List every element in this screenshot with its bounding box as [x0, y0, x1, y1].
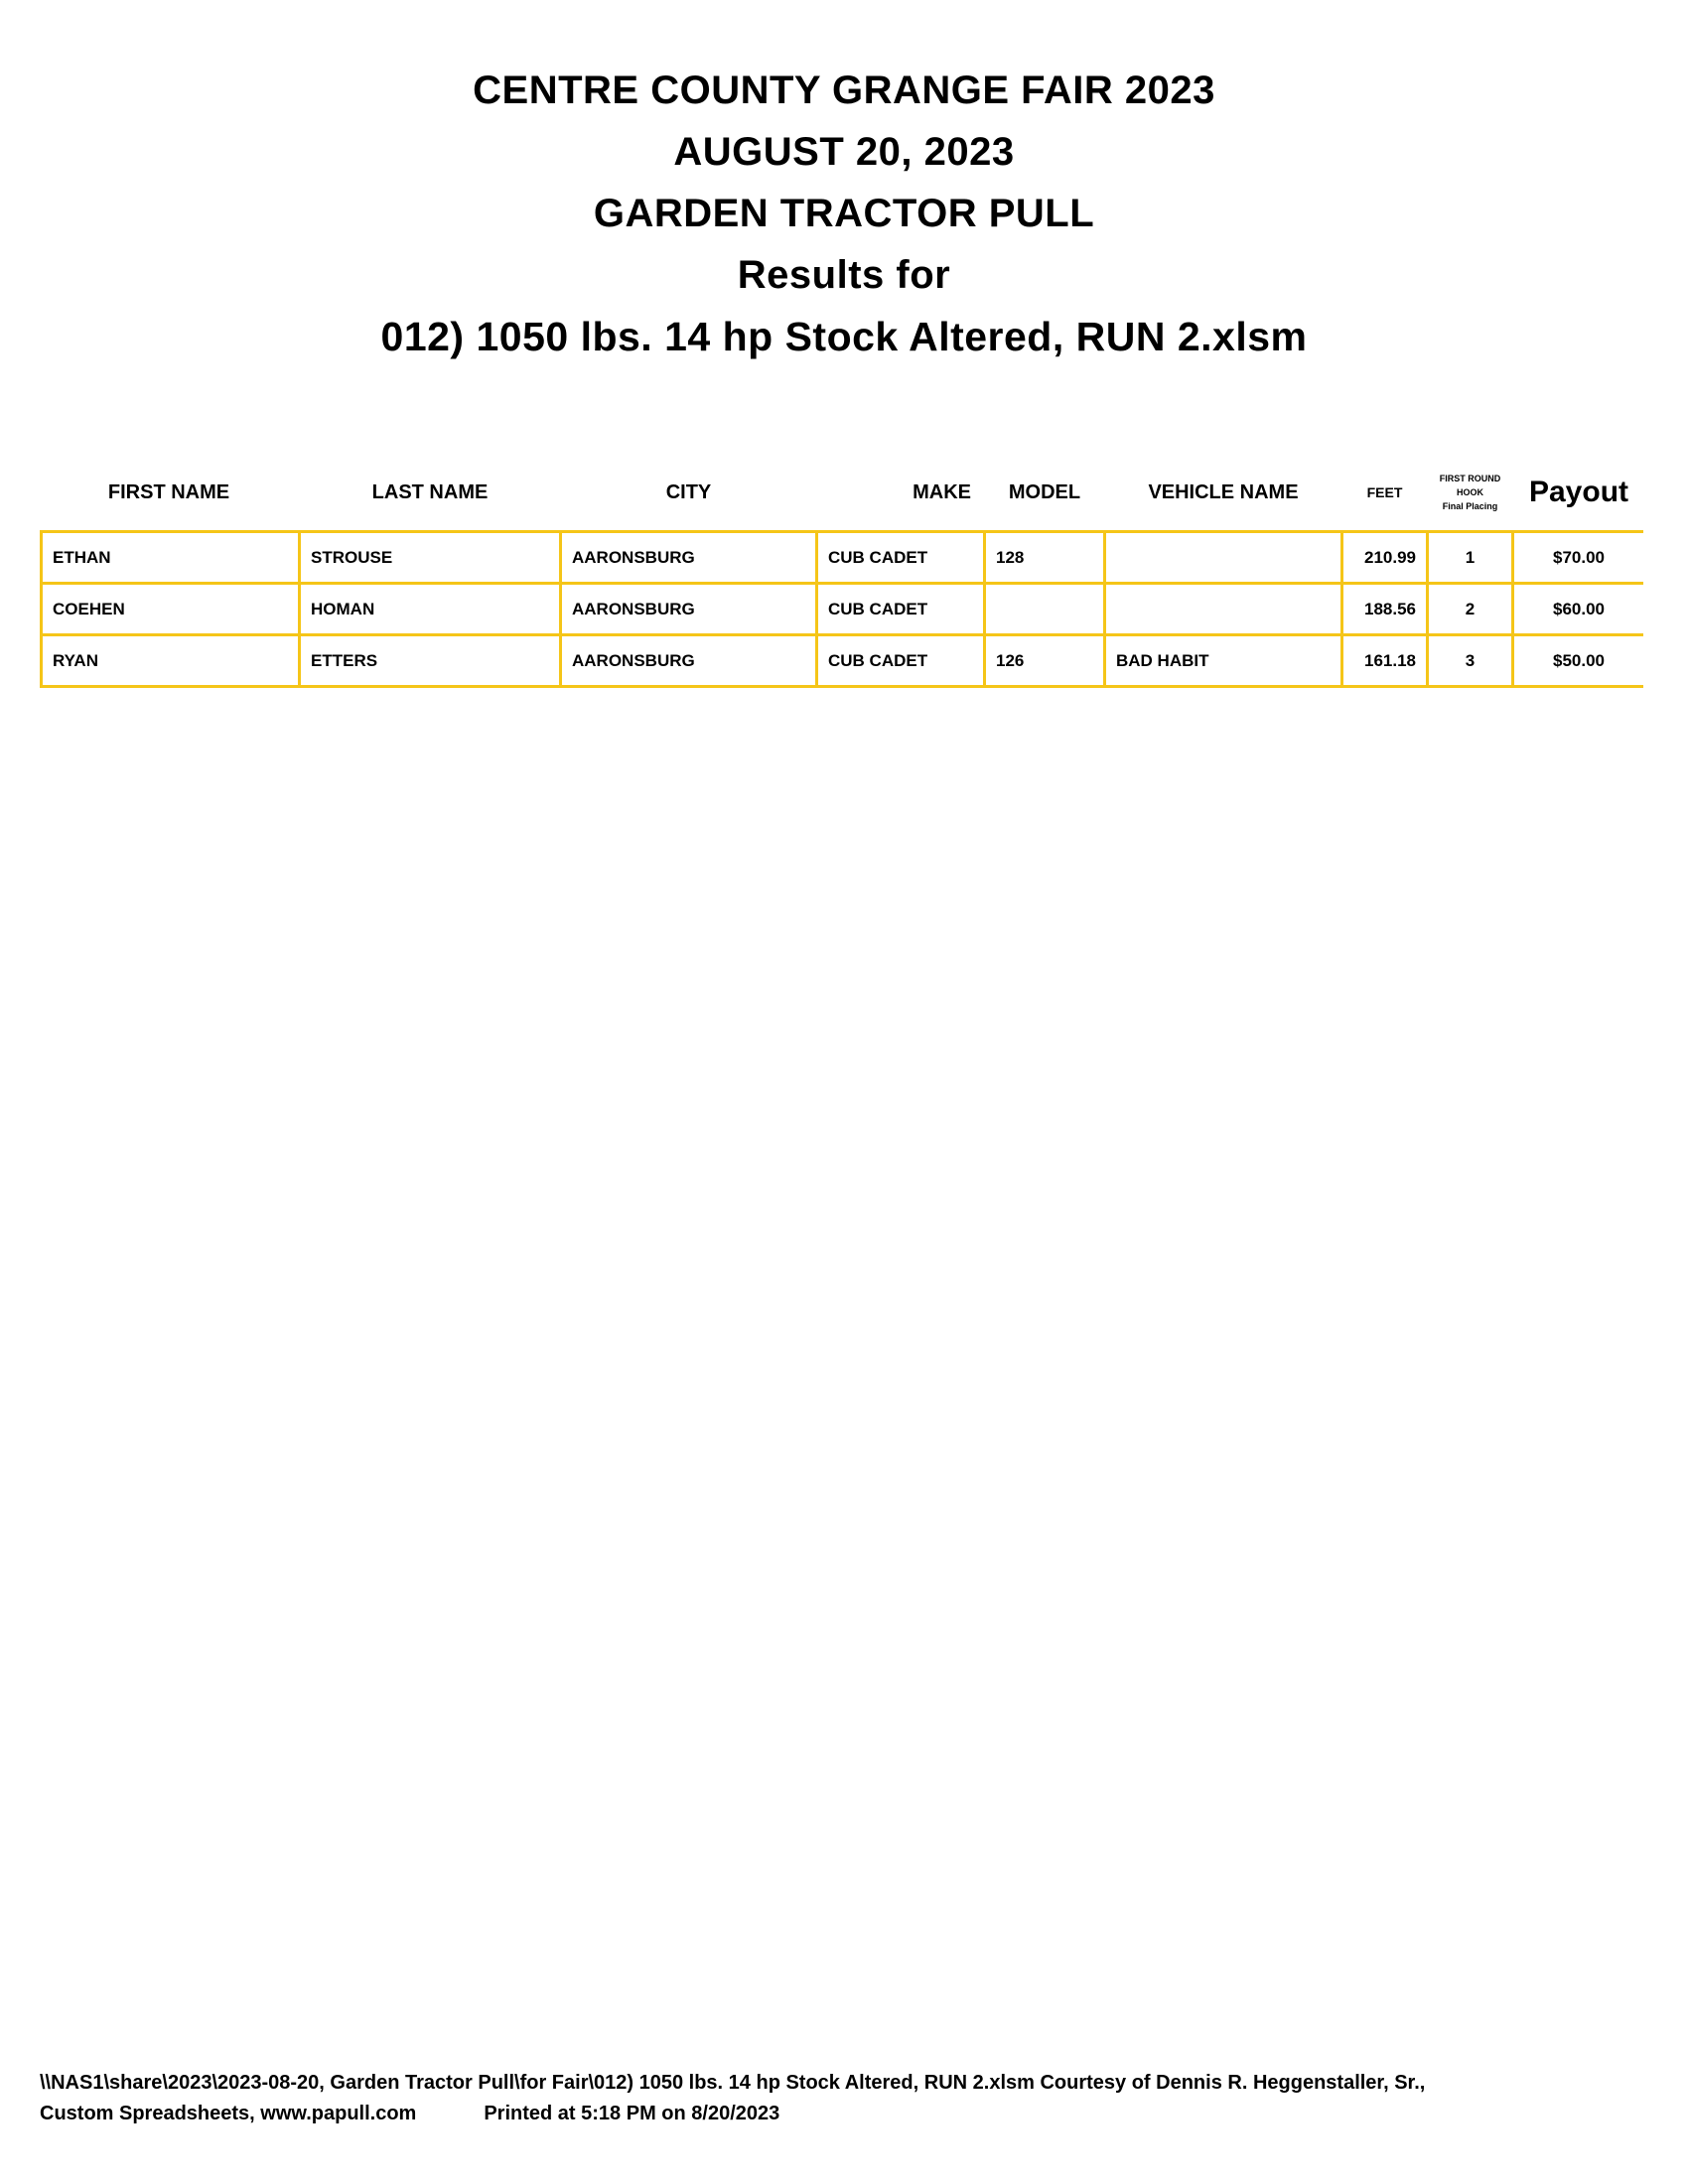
header-hook-line3: Final Placing [1442, 501, 1498, 511]
header-model: MODEL [1008, 480, 1081, 503]
header-hook-line1: FIRST ROUND [1439, 474, 1501, 483]
header-last-name: LAST NAME [371, 480, 489, 503]
event-date: AUGUST 20, 2023 [673, 130, 1015, 174]
cell-feet: 188.56 [1364, 599, 1416, 618]
cell-feet: 210.99 [1364, 547, 1416, 567]
cell-first-name: COEHEN [53, 599, 125, 618]
cell-first-name: RYAN [53, 650, 98, 670]
cell-model: 128 [996, 547, 1025, 567]
cell-placing: 3 [1465, 650, 1476, 670]
event-title: CENTRE COUNTY GRANGE FAIR 2023 [473, 68, 1215, 112]
cell-make: CUB CADET [828, 547, 928, 567]
page-footer [40, 2068, 1668, 2129]
cell-last-name: STROUSE [311, 547, 393, 567]
header-first-name: FIRST NAME [107, 480, 230, 503]
header-hook-line2: HOOK [1457, 487, 1483, 497]
table-row [40, 530, 1643, 582]
cell-payout: $60.00 [1553, 599, 1605, 618]
results-label: Results for [737, 253, 951, 297]
cell-make: CUB CADET [828, 650, 928, 670]
header-payout: Payout [1528, 476, 1629, 508]
cell-vehicle-name [1106, 585, 1340, 633]
cell-feet: 161.18 [1364, 650, 1416, 670]
cell-first-name: ETHAN [53, 547, 111, 567]
cell-payout: $70.00 [1553, 547, 1605, 567]
header-make-label: MAKE [913, 480, 971, 503]
cell-model: 126 [996, 650, 1025, 670]
cell-vehicle-name: BAD HABIT [1116, 650, 1209, 670]
footer-file-path: \\NAS1\share\2023\2023-08-20, Garden Tractor Pull\for Fair\012) 1050 lbs. 14 hp Stock Altered, RUN 2.xlsm Courtesy of Dennis R. Heggenstaller, Sr., [40, 2072, 1426, 2094]
document-title [0, 60, 1688, 367]
header-vehicle-name: VEHICLE NAME [1148, 480, 1299, 503]
cell-payout: $50.00 [1553, 650, 1605, 670]
header-city: CITY [665, 480, 712, 503]
cell-last-name: HOMAN [311, 599, 375, 618]
cell-placing: 2 [1465, 599, 1476, 618]
cell-city: AARONSBURG [572, 599, 695, 618]
cell-city: AARONSBURG [572, 547, 695, 567]
cell-vehicle-name [1106, 533, 1340, 582]
footer-website: Custom Spreadsheets, www.papull.com [40, 2103, 417, 2124]
results-table [40, 530, 1643, 688]
cell-model [986, 585, 1103, 633]
event-name: GARDEN TRACTOR PULL [593, 192, 1095, 235]
cell-last-name: ETTERS [311, 650, 378, 670]
cell-city: AARONSBURG [572, 650, 695, 670]
cell-placing: 1 [1465, 547, 1476, 567]
footer-credits [40, 2099, 1668, 2129]
header-hook-placing [1429, 462, 1511, 523]
table-row [40, 633, 1643, 688]
header-feet: FEET [1366, 484, 1403, 500]
class-name: 012) 1050 lbs. 14 hp Stock Altered, RUN 2.xlsm [380, 314, 1308, 359]
cell-make: CUB CADET [828, 599, 928, 618]
header-make [818, 462, 983, 523]
results-table-header [40, 462, 1643, 523]
footer-printed-time: Printed at 5:18 PM on 8/20/2023 [484, 2103, 780, 2124]
table-row [40, 582, 1643, 633]
